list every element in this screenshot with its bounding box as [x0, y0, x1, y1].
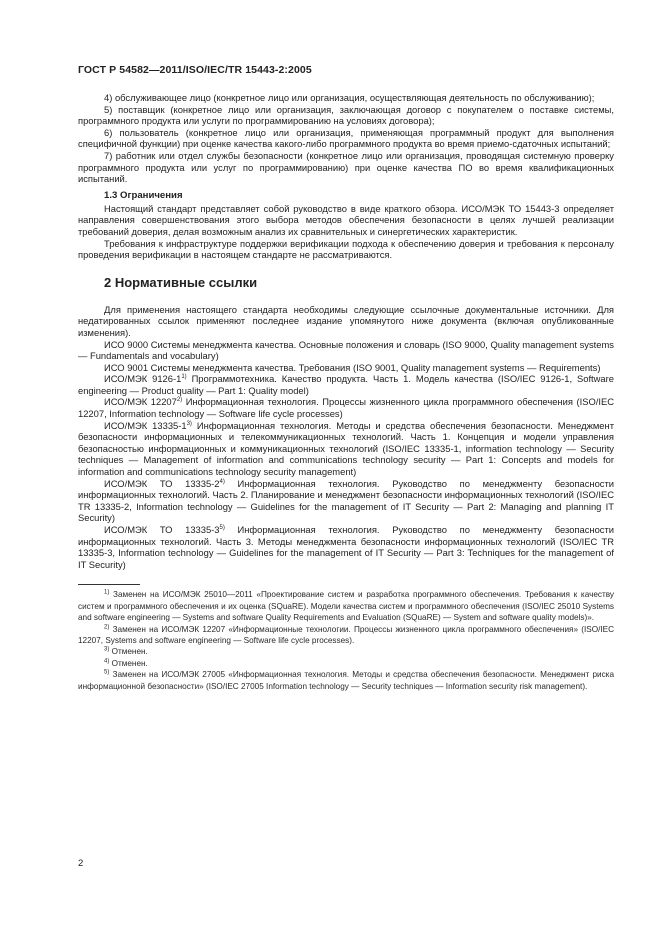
reference-text: Информационная технология. Процессы жизненного цикла программного обеспечения (ISO/IEC 12207, Information technology — Software life cycle processes)	[78, 396, 614, 420]
footnote-marker[interactable]: 1)	[181, 374, 187, 381]
paragraph: Настоящий стандарт представляет собой руководство в виде краткого обзора. ИСО/МЭК ТО 15443-3 определяет направления совершенствования этого выбора методов обеспечения безопасности в целях лучшей реализации требований доверия, делая возможным анализ их сравнительных и синергетических характеристик.	[78, 202, 614, 237]
reference-code: ИСО/МЭК ТО 13335-3	[104, 524, 220, 535]
normative-reference	[78, 524, 614, 570]
footnote-marker[interactable]: 4)	[219, 478, 225, 485]
footnote-text: Заменен на ИСО/МЭК 27005 «Информационная технология. Методы и средства обеспечения безопасности. Менеджмент риска информационной безопасности» (ISO/IEC 27005 Information technology — Security techniques — Information security risk management).	[78, 670, 614, 691]
normative-reference	[78, 362, 614, 374]
reference-code: ИСО/МЭК 13335-1	[104, 419, 187, 431]
footnote	[78, 646, 614, 657]
paragraph: Требования к инфраструктуре поддержки верификации подхода к обеспечению доверия и требования к персоналу проведения верификации в настоящем стандарте не рассматриваются.	[78, 237, 614, 261]
document-header: ГОСТ Р 54582—2011/ISO/IEC/TR 15443-2:2005	[78, 64, 312, 76]
footnote-marker[interactable]: 5)	[219, 524, 225, 531]
normative-reference	[78, 373, 614, 396]
normative-reference	[78, 396, 614, 419]
footnote-number: 5)	[104, 669, 110, 676]
footnote-separator	[78, 584, 140, 585]
reference-code: ИСО/МЭК 9126-1	[104, 373, 182, 385]
reference-text: ИСО 9000 Системы менеджмента качества. Основные положения и словарь (ISO 9000, Quality management systems — Fundamentals and vocabulary)	[78, 338, 614, 362]
normative-reference	[78, 478, 614, 524]
list-item: 5) поставщик (конкретное лицо или организация, заключающая договор с покупателем о поставке системы, программного продукта или услуги по программированию на условиях договора);	[78, 103, 614, 127]
page-number: 2	[78, 858, 84, 869]
footnote	[78, 624, 614, 647]
paragraph: Для применения настоящего стандарта необходимы следующие ссылочные документальные источники. Для недатированных ссылок применяют последнее издание упомянутого ниже документа (включая опубликованные изменения).	[78, 303, 614, 338]
footnote-text: Заменен на ИСО/МЭК 12207 «Информационные технологии. Процессы жизненного цикла программного обеспечения» (ISO/IEC 12207, Systems and software engineering — Software life cycle processes).	[78, 624, 614, 645]
reference-code: ИСО/МЭК 12207	[104, 396, 177, 408]
footnote	[78, 658, 614, 669]
reference-text: Информационная технология. Руководство по менеджменту безопасности информационных технологий. Часть 3. Методы менеджмента безопасности информационных технологий (ISO/IEC TR 13335-3, Information technology — Guidelines for the management of IT Security — Part 3: Techniques for the management of IT Security)	[78, 524, 614, 570]
document-body	[78, 92, 614, 692]
footnote-text: Заменен на ИСО/МЭК 25010—2011 «Проектирование систем и разработка программного обеспечения. Требования к качеству систем и программного обеспечения и их оценка (SQuaRE). Модели качества систем и программного обеспечения (ISO/IEC 25010 Systems and software engineering — Systems and software Quality Requirements and Evaluation (SQuaRE) — System and software quality models)».	[78, 590, 614, 623]
footnote-number: 2)	[104, 623, 110, 630]
normative-reference	[78, 420, 614, 478]
section-heading: 2 Нормативные ссылки	[104, 274, 258, 290]
footnote	[78, 589, 614, 623]
footnote-number: 3)	[104, 646, 110, 653]
footnote-text: Отменен.	[109, 647, 148, 657]
footnote-number: 4)	[104, 658, 110, 665]
footnote-text: Отменен.	[109, 658, 148, 668]
footnote-marker[interactable]: 3)	[186, 420, 192, 427]
list-item: 4) обслуживающее лицо (конкретное лицо или организация, осуществляющая деятельность по обслуживанию);	[104, 92, 595, 103]
list-item: 6) пользователь (конкретное лицо или организация, применяющая программный продукт для выполнения специфичной функции) при оценке качества какого-либо программного продукта во время приемо-сдаточных испытаний;	[78, 126, 614, 150]
reference-text: Программотехника. Качество продукта. Часть 1. Модель качества (ISO/IEC 9126-1, Software engineering — Product quality — Part 1: Quality model)	[78, 373, 614, 396]
footnote-number: 1)	[104, 589, 110, 596]
list-item: 7) работник или отдел службы безопасности (конкретное лицо или организация, проводящая системную проверку программного продукта или услуг по программированию) при оценке качества ПО во время квалификационных испытаний.	[78, 149, 614, 185]
reference-text: Информационная технология. Методы и средства обеспечения безопасности. Менеджмент безопасности информационных и телекоммуникационных технологий. Часть 1. Концепция и модели управления безопасностью информационных и коммуникационных технологий (ISO/IEC 13335-1, information technology — Security techniques — Management of information and communications technology security — Part 1: Concepts and models for information and communications technology security management)	[78, 419, 614, 478]
subsection-heading: 1.3 Ограничения	[104, 189, 183, 201]
footnote	[78, 669, 614, 692]
footnote-marker[interactable]: 2)	[176, 397, 183, 404]
reference-text: Информационная технология. Руководство по менеджменту безопасности информационных технологий. Часть 2. Планирование и менеджмент безопасности информационных технологий (ISO/IEC TR 13335-2, Information technology — Guidelines for the management of IT Security — Part 2: Managing and planning IT Security)	[78, 477, 614, 524]
reference-text: ИСО 9001 Системы менеджмента качества. Требования (ISO 9001, Quality management systems — Requirements)	[104, 361, 601, 373]
reference-code: ИСО/МЭК ТО 13335-2	[104, 477, 220, 489]
normative-reference	[78, 339, 614, 362]
